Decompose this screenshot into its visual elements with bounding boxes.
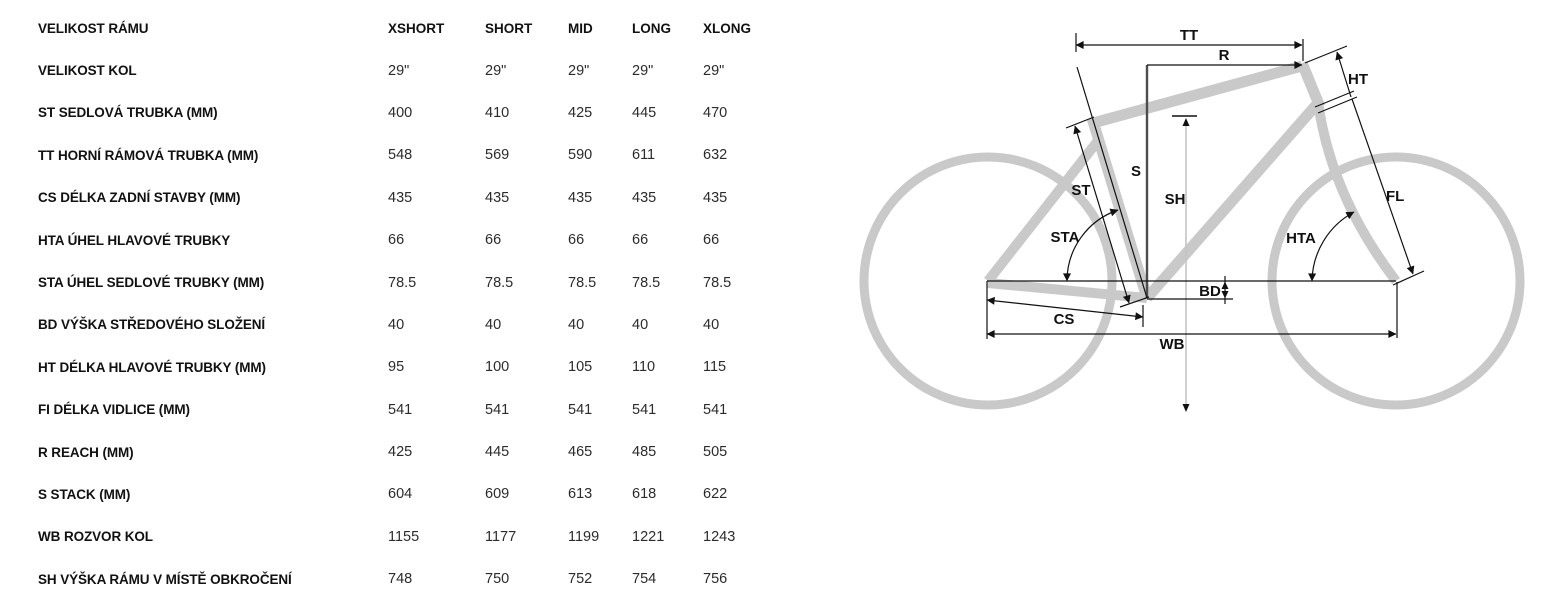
spec-value: 590 <box>568 147 593 164</box>
spec-label: BD VÝŠKA STŘEDOVÉHO SLOŽENÍ <box>38 317 266 333</box>
spec-value: 400 <box>388 104 413 121</box>
spec-value: 110 <box>632 359 656 376</box>
spec-value: 40 <box>568 316 585 333</box>
spec-value: 622 <box>703 486 728 503</box>
spec-value: 40 <box>388 316 405 333</box>
spec-value: 1221 <box>632 528 665 545</box>
spec-value: 29" <box>568 62 590 79</box>
spec-value: 78.5 <box>632 274 661 291</box>
standover-top-arrow <box>1183 118 1190 126</box>
spec-value: 66 <box>568 232 585 249</box>
spec-value: 78.5 <box>568 274 597 291</box>
spec-value: 611 <box>632 147 656 164</box>
label-s: S <box>1130 163 1142 180</box>
spec-label: HT DÉLKA HLAVOVÉ TRUBKY (MM) <box>38 359 266 375</box>
spec-value: 754 <box>632 571 657 588</box>
spec-label: WB ROZVOR KOL <box>38 529 153 545</box>
spec-label: VELIKOST KOL <box>38 63 137 79</box>
spec-value: 1199 <box>568 528 600 545</box>
spec-value: 748 <box>388 571 413 588</box>
spec-label: S STACK (MM) <box>38 486 131 502</box>
spec-value: 95 <box>388 359 405 376</box>
spec-value: 78.5 <box>485 274 514 291</box>
spec-value: 425 <box>388 444 413 461</box>
spec-value: 1155 <box>388 528 420 545</box>
spec-value: 541 <box>632 401 657 418</box>
spec-value: 29" <box>703 62 725 79</box>
spec-value: 40 <box>485 316 502 333</box>
spec-value: 40 <box>703 316 720 333</box>
spec-value: 105 <box>568 359 593 376</box>
spec-value: 40 <box>632 316 649 333</box>
spec-value: 752 <box>568 571 593 588</box>
label-sh: SH <box>1164 191 1186 208</box>
column-header-long: LONG <box>632 20 671 36</box>
spec-value: 485 <box>632 444 657 461</box>
spec-label: FI DÉLKA VIDLICE (MM) <box>38 402 190 418</box>
label-cs: CS <box>1053 311 1075 328</box>
spec-value: 541 <box>485 401 510 418</box>
column-header-frame-size: VELIKOST RÁMU <box>38 20 149 36</box>
bike-frame-illustration <box>864 63 1520 405</box>
spec-label: CS DÉLKA ZADNÍ STAVBY (MM) <box>38 190 241 206</box>
fl-dimension-line <box>1352 99 1413 274</box>
spec-value: 29" <box>388 62 410 79</box>
label-hta: HTA <box>1286 230 1316 247</box>
spec-value: 604 <box>388 486 413 503</box>
spec-value: 66 <box>388 232 405 249</box>
standover-bottom-arrow <box>1183 404 1190 412</box>
spec-value: 435 <box>485 189 510 206</box>
seat-stay-tube <box>988 142 1097 281</box>
spec-value: 425 <box>568 104 593 121</box>
spec-label: STA ÚHEL SEDLOVÉ TRUBKY (MM) <box>38 275 265 291</box>
spec-value: 613 <box>568 486 593 503</box>
head-tube <box>1302 63 1320 107</box>
spec-value: 609 <box>485 486 510 503</box>
spec-value: 750 <box>485 571 510 588</box>
spec-value: 78.5 <box>388 274 417 291</box>
label-bd: BD <box>1199 283 1221 300</box>
spec-value: 66 <box>703 232 720 249</box>
label-r: R <box>1218 47 1230 64</box>
spec-value: 100 <box>485 359 510 376</box>
spec-value: 115 <box>703 359 727 376</box>
spec-label: TT HORNÍ RÁMOVÁ TRUBKA (MM) <box>38 147 259 163</box>
spec-label: ST SEDLOVÁ TRUBKA (MM) <box>38 105 218 121</box>
spec-value: 66 <box>485 232 502 249</box>
label-wb: WB <box>1159 336 1185 353</box>
spec-value: 470 <box>703 104 728 121</box>
spec-value: 435 <box>703 189 728 206</box>
column-header-short: SHORT <box>485 20 533 36</box>
label-st: ST <box>1071 182 1091 199</box>
spec-value: 541 <box>568 401 593 418</box>
spec-value: 465 <box>568 444 593 461</box>
label-tt: TT <box>1179 27 1199 44</box>
spec-value: 541 <box>703 401 728 418</box>
bd-arrow-down <box>1222 291 1229 299</box>
spec-value: 756 <box>703 571 728 588</box>
spec-value: 632 <box>703 147 728 164</box>
dimension-labels <box>1051 27 1405 353</box>
spec-value: 1243 <box>703 528 736 545</box>
hta-angle-arc <box>1312 212 1354 281</box>
column-header-mid: MID <box>568 20 593 36</box>
spec-label: HTA ÚHEL HLAVOVÉ TRUBKY <box>38 232 231 248</box>
spec-label: SH VÝŠKA RÁMU V MÍSTĚ OBKROČENÍ <box>38 571 292 587</box>
label-sta: STA <box>1050 229 1080 246</box>
spec-value: 66 <box>632 232 649 249</box>
spec-value: 445 <box>632 104 657 121</box>
spec-value: 435 <box>568 189 593 206</box>
ht-extension-top <box>1305 46 1347 63</box>
column-header-xshort: XSHORT <box>388 20 445 36</box>
spec-value: 618 <box>632 486 657 503</box>
spec-value: 445 <box>485 444 510 461</box>
spec-value: 435 <box>388 189 413 206</box>
spec-value: 548 <box>388 147 413 164</box>
spec-value: 78.5 <box>703 274 732 291</box>
spec-label: R REACH (MM) <box>38 444 134 460</box>
spec-value: 541 <box>388 401 413 418</box>
spec-value: 505 <box>703 444 728 461</box>
label-fl: FL <box>1386 188 1405 205</box>
spec-value: 29" <box>485 62 507 79</box>
label-ht: HT <box>1348 71 1368 88</box>
spec-value: 1177 <box>485 528 517 545</box>
top-tube <box>1093 66 1302 123</box>
bd-arrow-up <box>1222 282 1229 290</box>
spec-value: 569 <box>485 147 510 164</box>
spec-value: 29" <box>632 62 654 79</box>
spec-value: 410 <box>485 104 510 121</box>
column-header-xlong: XLONG <box>703 20 752 36</box>
spec-value: 435 <box>632 189 657 206</box>
